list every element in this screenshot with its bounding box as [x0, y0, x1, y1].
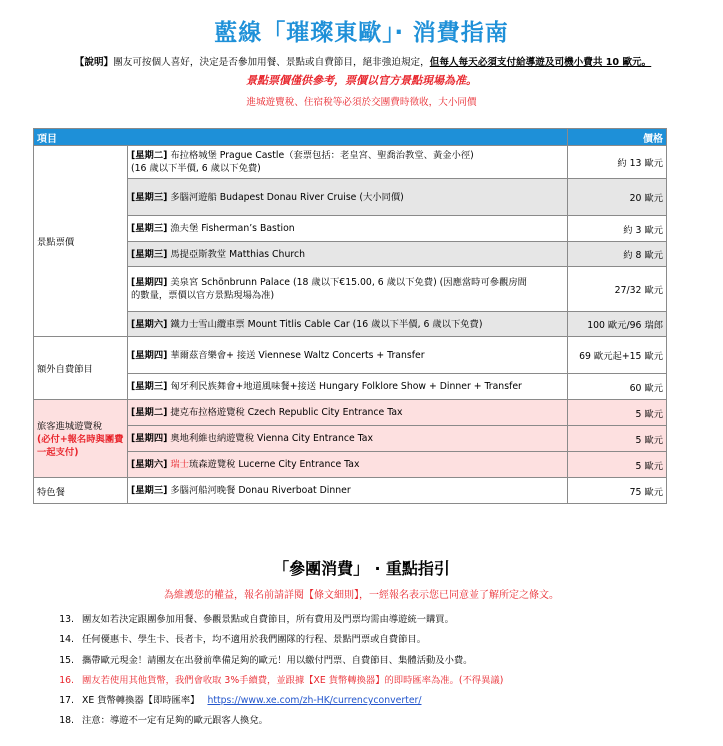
header-price: 價格	[568, 129, 667, 146]
item-desc: [星期二] 捷克布拉格遊覽稅 Czech Republic City Entrance Tax	[128, 400, 568, 426]
item-price: 100 歐元/96 瑞郎	[568, 312, 667, 337]
guide-notice: 為維護您的權益，報名前請詳閱【條文細則】，一經報名表示您已同意並了解所定之條文。	[164, 590, 559, 601]
notice-emphasis: 但每人每天必須支付給導遊及司機小費共 10 歐元。	[429, 57, 652, 68]
item-desc: [星期三] 漁夫堡 Fisherman’s Bastion	[128, 216, 568, 242]
item-price: 75 歐元	[568, 478, 667, 504]
item-price: 約 3 歐元	[568, 216, 667, 242]
item-desc: [星期四] 奧地利維也納遊覽稅 Vienna City Entrance Tax	[128, 426, 568, 452]
table-row	[34, 337, 667, 374]
tax-notice: 進城遊覽稅、住宿稅等必須於交團費時徵收，大小同價	[246, 97, 477, 108]
list-item: 18. 注意：導遊不一定有足夠的歐元跟客人換兌。	[59, 715, 268, 727]
item-desc: [星期四] 美泉宮 Schönbrunn Palace (18 歲以下€15.00, 6 歲以下免費) (因應當時可參觀房間 的數量，票價以官方景點現場為准)	[128, 267, 568, 312]
table-row	[34, 242, 667, 267]
payment-notice	[28, 56, 698, 70]
table-row	[34, 216, 667, 242]
item-desc: [星期六] 鐵力士雪山纜車票 Mount Titlis Cable Car (16 歲以下半價, 6 歲以下免費)	[128, 312, 568, 337]
item-desc: [星期二] 布拉格城堡 Prague Castle（套票包括：老皇宮、聖喬治教堂、黃金小徑) (16 歲以下半價, 6 歲以下免費)	[128, 146, 568, 179]
item-desc: [星期三] 多腦河遊船 Budapest Donau River Cruise (大小同價)	[128, 179, 568, 216]
header-item: 項目	[34, 129, 568, 146]
list-item: 15. 攜帶歐元現金！請團友在出發前準備足夠的歐元！用以繳付門票、自費節目、集體活動及小費。	[59, 654, 473, 666]
table-row	[34, 374, 667, 400]
table-row	[34, 426, 667, 452]
item-price: 5 歐元	[568, 400, 667, 426]
list-item: 17. XE 貨幣轉換器【即時匯率】 https://www.xe.com/zh-HK/currencyconverter/	[59, 695, 422, 707]
list-item: 13. 團友如若決定跟團參加用餐、參觀景點或自費節目，所有費用及門票均需由導遊統一購買。	[59, 614, 454, 625]
item-price: 27/32 歐元	[568, 267, 667, 312]
list-item: 16. 團友若使用其他貨幣，我們會收取 3%手續費，並跟據【XE 貨幣轉換器】的即時匯率為准。(不得異議)	[59, 674, 504, 686]
table-row	[34, 179, 667, 216]
table-row	[34, 452, 667, 478]
item-price: 20 歐元	[568, 179, 667, 216]
item-desc: [星期六] 瑞士琉森遊覽稅 Lucerne City Entrance Tax	[128, 452, 568, 478]
list-item: 14. 任何優惠卡、學生卡、長者卡，均不適用於我們團隊的行程、景點門票或自費節目。	[59, 634, 426, 646]
xe-converter-link[interactable]: https://www.xe.com/zh-HK/currencyconverter/	[207, 695, 422, 707]
item-price: 5 歐元	[568, 452, 667, 478]
page-title: 藍線「璀璨東歐」‧ 消費指南	[214, 20, 509, 46]
category-cell: 景點票價	[34, 146, 128, 337]
category-cell: 特色餐	[34, 478, 128, 504]
guide-title: 「參團消費」 ‧ 重點指引	[273, 559, 450, 578]
category-cell: 旅客進城遊覽稅 (必付+報名時與團費一起支付)	[34, 400, 128, 478]
notice-label: 【說明】	[74, 57, 114, 68]
item-price: 60 歐元	[568, 374, 667, 400]
table-row	[34, 400, 667, 426]
item-price: 69 歐元起+15 歐元	[568, 337, 667, 374]
item-price: 5 歐元	[568, 426, 667, 452]
item-desc: [星期三] 匈牙利民族舞會+地道風味餐+接送 Hungary Folklore Show + Dinner + Transfer	[128, 374, 568, 400]
item-desc: [星期三] 馬提亞斯教堂 Matthias Church	[128, 242, 568, 267]
category-cell: 額外自費節目	[34, 337, 128, 400]
table-row	[34, 267, 667, 312]
table-row	[34, 146, 667, 179]
item-price: 約 13 歐元	[568, 146, 667, 179]
notes-list	[52, 610, 692, 732]
table-row	[34, 478, 667, 504]
ticket-price-notice: 景點票價僅供參考，票價以官方景點現場為准。	[246, 74, 477, 87]
table-row	[34, 312, 667, 337]
fee-table	[33, 128, 667, 504]
category-note: (必付+報名時與團費一起支付)	[37, 434, 124, 458]
item-price: 約 8 歐元	[568, 242, 667, 267]
item-desc: [星期三] 多腦河船河晚餐 Donau Riverboat Dinner	[128, 478, 568, 504]
item-desc: [星期四] 華爾茲音樂會+ 接送 Viennese Waltz Concerts + Transfer	[128, 337, 568, 374]
notice-text: 團友可按個人喜好，決定是否參加用餐、景點或自費節目，絕非強迫規定，	[113, 57, 430, 68]
